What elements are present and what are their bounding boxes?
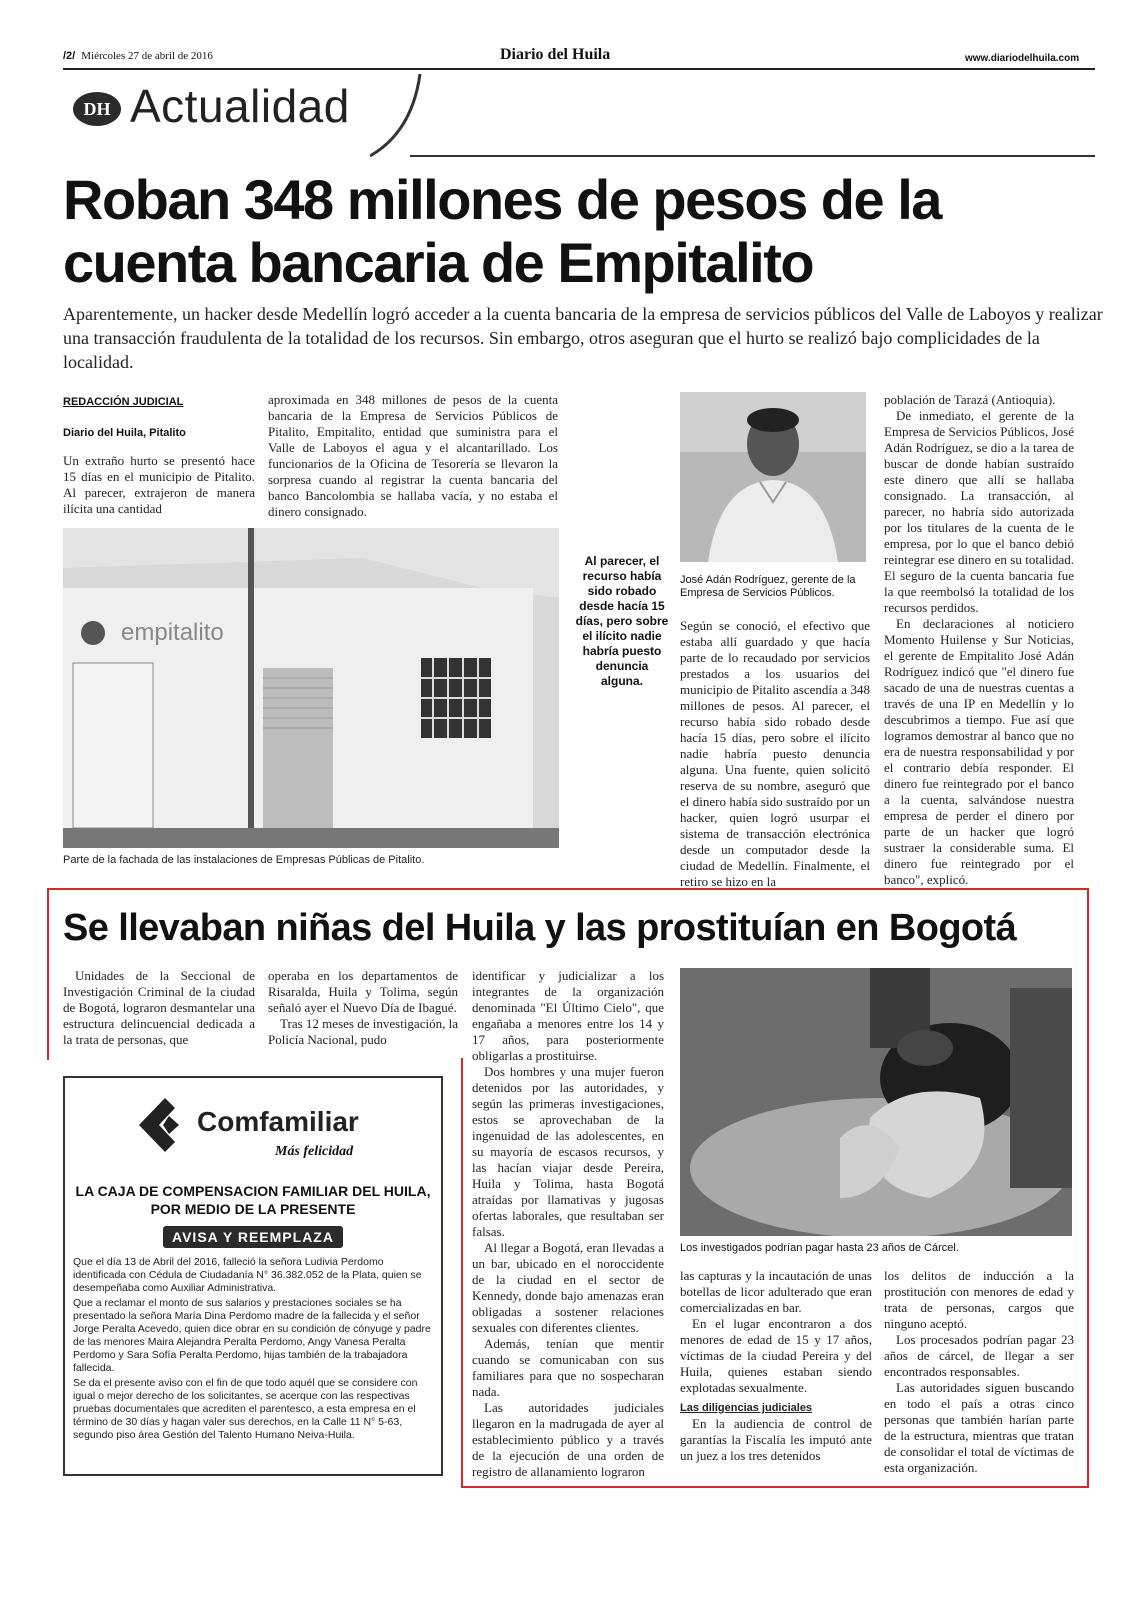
building-sign: empitalito	[121, 619, 224, 646]
ad-paragraph: Se da el presente aviso con el fin de que todo aquél que se considere con igual o mejor derecho de los solicitantes, se acerque con las respectivas pruebas documentales que acrediten el parentesco, a esta empresa en el término de 30 días y hagan valer sus derechos, en la Calle 11 N° 5-63, segundo piso área Gestión del Talento Humano Neiva-Huila.	[73, 1377, 418, 1441]
story2-col3-para: Las autoridades judiciales llegaron en la madrugada de ayer al establecimiento público y a través de la ejecución de una orden de registro de allanamiento lograron	[472, 1400, 664, 1479]
dateline: Diario del Huila, Pitalito	[63, 427, 186, 439]
section-rule	[410, 155, 1095, 157]
story2-column-4	[680, 1268, 872, 1464]
website-url: www.diariodelhuila.com	[965, 53, 1080, 64]
story2-col5-para: Las autoridades siguen buscando en todo el país a otras cinco personas que también harían parte de la estructura, mientras que tratan de consolidar el total de víctimas de esta organización.	[884, 1380, 1074, 1475]
story1-col4-para: De inmediato, el gerente de la Empresa de Servicios Públicos, José Adán Rodríguez, se dio a la tarea de buscar de donde habían sustraído este dinero que allí se hallaba consignado. La transacción, al parecer, no habría sido autorizada por los titulares de la cuenta de le empresa, por lo que el banco debió reintegrar ese dinero en su totalidad. El seguro de la cuenta bancaria fue la que reembolsó la totalidad de los recursos perdidos.	[884, 408, 1074, 615]
ad-brand: Comfamiliar	[197, 1106, 359, 1137]
story2-photo	[680, 968, 1072, 1236]
story2-column-2	[268, 968, 458, 1048]
ad-badge: AVISA Y REEMPLAZA	[163, 1226, 343, 1248]
header-rule	[63, 68, 1095, 70]
page-header-left	[63, 50, 213, 62]
story2-col4-para: En la audiencia de control de garantías la Fiscalía les imputó ante un juez a los tres detenidos	[680, 1416, 872, 1463]
building-photo-caption: Parte de la fachada de las instalaciones de Empresas Públicas de Pitalito.	[63, 854, 425, 866]
paper-name: Diario del Huila	[500, 46, 611, 63]
story1-col4-para: población de Tarazá (Antioquia).	[884, 392, 1056, 407]
section-title: Actualidad	[130, 80, 350, 132]
story2-col4-para: En el lugar encontraron a dos menores de edad de 15 y 17 años, víctimas de la ciudad Pereira y del Huila, quienes estaban siendo explotadas sexualmente.	[680, 1316, 872, 1395]
building-photo	[63, 528, 559, 848]
story1-column-3: Según se conoció, el efectivo que estaba allí guardado y que hacía parte de lo recaudado por servicios prestados a los usuarios del municipio de Pitalito ascendía a 348 millones de pesos. Al parecer, el recurso había sido robado desde hacía 15 días, pero sobre el ilícito nadie habría puesto denuncia alguna. Una fuente, quien solicitó reserva de su nombre, aseguró que el dinero había sido sustraído por un hacker, quien logró usurpar el sistema de transacción electrónica desde un computador desde la ciudad de Medellín. Finalmente, el retiro se hizo en la	[680, 618, 870, 889]
story2-col5-para: Los procesados podrían pagar 23 años de cárcel, de llegar a ser encontrados responsables.	[884, 1332, 1074, 1379]
dh-logo: DH	[73, 92, 121, 126]
comfamiliar-logo-icon	[135, 1094, 193, 1156]
portrait-photo	[680, 392, 866, 562]
ad-paragraph: Que el día 13 de Abril del 2016, falleció la señora Ludivia Perdomo identificada con Cédula de Ciudadanía N° 36.382.052 de la Plata, quien se desempeñaba como Auxiliar Administrativa.	[73, 1256, 422, 1294]
byline: REDACCIÓN JUDICIAL	[63, 396, 184, 408]
story2-column-1: Unidades de la Seccional de Investigación Criminal de la ciudad de Bogotá, lograron desmantelar una estructura delincuencial dedicada a la trata de personas, que	[63, 968, 255, 1047]
story2-col5-para: los delitos de inducción a la prostitución con menores de edad y trata de personas, cargos que ninguno aceptó.	[884, 1268, 1074, 1331]
story2-headline: Se llevaban niñas del Huila y las prostituían en Bogotá	[63, 907, 1017, 949]
story1-headline: Roban 348 millones de pesos de la cuenta bancaria de Empitalito	[63, 168, 941, 294]
story2-col3-para: identificar y judicializar a los integrantes de la organización denominada "El Último Cielo", que engañaba a menores entre los 14 y 17 años, para posteriormente obligarlas a prostituirse.	[472, 968, 664, 1063]
story2-column-3	[472, 968, 664, 1480]
story2-col2-para: Tras 12 meses de investigación, la Policía Nacional, pudo	[268, 1016, 458, 1047]
story2-col3-para: Además, tenían que mentir cuando se comunicaban con sus familiares para que no sospecharan nada.	[472, 1336, 664, 1399]
story2-subhead: Las diligencias judiciales	[680, 1402, 813, 1414]
story1-column-4	[884, 392, 1074, 888]
story2-col3-para: Dos hombres y una mujer fueron detenidos por las autoridades, y según las primeras investigaciones, estos se aprovechaban de la ingenuidad de las adolescentes, en su mayoría de escasos recursos, y las hacían viajar desde Pereira, Huila y Tolima, hasta Bogotá atraídas por llamativas y jugosas ofertas laborales, que resultaban ser falsas.	[472, 1064, 664, 1239]
story2-col4-para: las capturas y la incautación de unas botellas de licor adulterado que eran comercializadas en bar.	[680, 1268, 872, 1315]
issue-date: Miércoles 27 de abril de 2016	[81, 50, 213, 62]
section-swoosh	[370, 72, 430, 158]
comfamiliar-ad	[63, 1076, 443, 1476]
page-number: /2/	[63, 50, 76, 62]
portrait-caption: José Adán Rodríguez, gerente de la Empresa de Servicios Públicos.	[680, 574, 856, 599]
story2-col3-para: Al llegar a Bogotá, eran llevadas a un bar, ubicado en el noroccidente de la ciudad en el sector de Kennedy, donde bajo amenazas eran obligadas a sostener relaciones sexuales con diferentes clientes.	[472, 1240, 664, 1335]
ad-title-line: POR MEDIO DE LA PRESENTE	[150, 1201, 356, 1217]
story1-column-1: Un extraño hurto se presentó hace 15 días en el municipio de Pitalito. Al parecer, extrajeron de manera ilícita una cantidad	[63, 453, 255, 516]
story2-column-5	[884, 1268, 1074, 1476]
ad-slogan: Más felicidad	[275, 1144, 354, 1159]
ad-title-line: LA CAJA DE COMPENSACION FAMILIAR DEL HUILA,	[75, 1183, 431, 1199]
ad-paragraph: Que a reclamar el monto de sus salarios y prestaciones sociales se ha presentado la señora María Dina Perdomo madre de la fallecida y el señor Jorge Peralta Acevedo, quien dice obrar en su condición de cónyuge y padre de las menores Maira Alejandra Peralta Perdomo, Angy Vanesa Peralta Perdomo y Sara Sofía Peralta Perdomo, hijas también de la trabajadora fallecida.	[73, 1297, 431, 1374]
pull-quote: Al parecer, el recurso había sido robado desde hacía 15 días, pero sobre el ilícito nadie habría puesto denuncia alguna.	[575, 554, 669, 688]
ad-title	[75, 1182, 431, 1218]
story1-col4-para: En declaraciones al noticiero Momento Huilense y Sur Noticias, el gerente de Empitalito José Adán Rodríguez indicó que "el dinero fue sacado de una de nuestras cuentas a través de una IP en Medellín y lo descubrimos a tiempo. Fue así que logramos demostrar al banco que no era de nuestra responsabilidad y por el contrario debía responder. El dinero fue reintegrado por el banco a la cuenta, salvándose nuestra empresa de perder el dinero por parte de un hacker que logró sustraer la considerable suma. El dinero fue reintegrado por el banco", explicó.	[884, 616, 1074, 887]
story1-column-2: aproximada en 348 millones de pesos de la cuenta bancaria de la Empresa de Servicios Públicos de Pitalito, Empitalito, entidad que suministra para el Valle de Laboyos el agua y el alcantarillado. Los funcionarios de la Oficina de Tesorería se llevaron la sorpresa cuando al registrar la cuenta bancaria del banco Bancolombia se hallaba vacía, y no estaba el dinero consignado.	[268, 392, 558, 519]
ad-body	[73, 1256, 435, 1444]
story2-col2-para: operaba en los departamentos de Risaralda, Huila y Tolima, según señaló ayer el Nuevo Día de Ibagué.	[268, 968, 458, 1015]
story2-photo-caption: Los investigados podrían pagar hasta 23 años de Cárcel.	[680, 1242, 959, 1254]
story1-lede: Aparentemente, un hacker desde Medellín logró acceder a la cuenta bancaria de la empresa de servicios públicos del Valle de Laboyos y realizar una transacción fraudulenta de la totalidad de los recursos. Sin embargo, otros aseguran que el hurto se realizó bajo complicidades de la localidad.	[63, 304, 1103, 372]
